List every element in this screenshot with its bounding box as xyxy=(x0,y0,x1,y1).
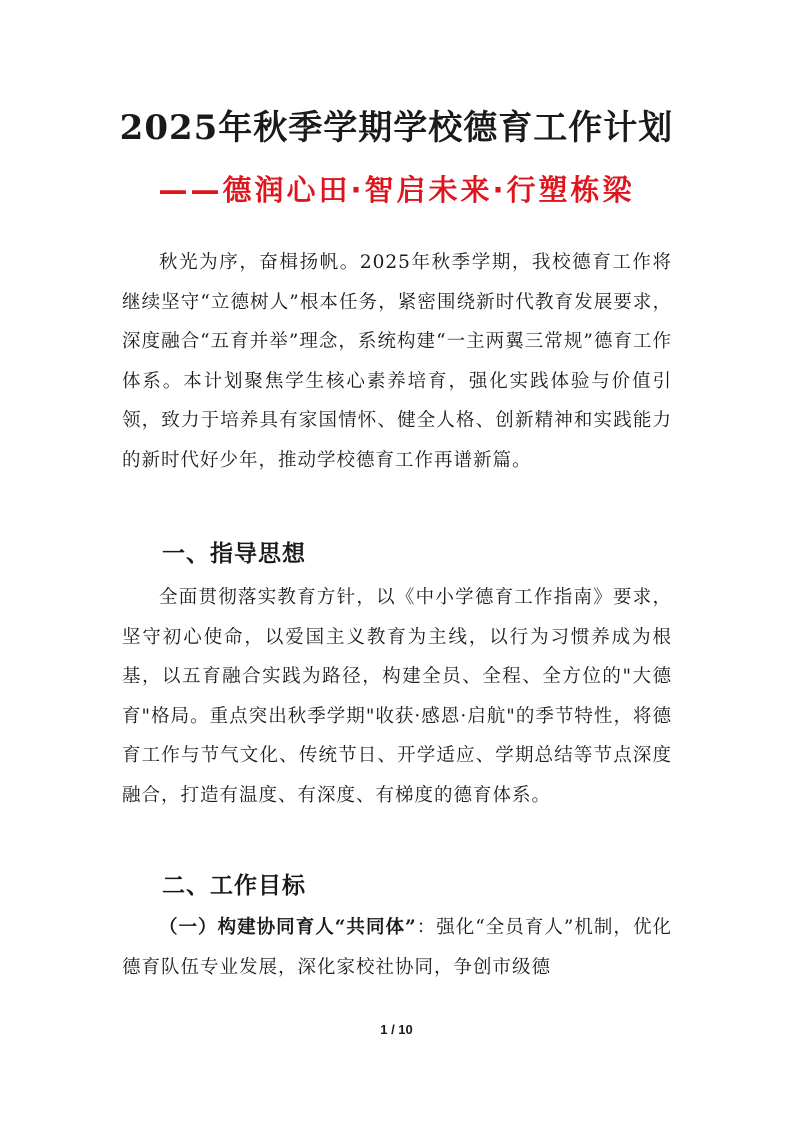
intro-text: 秋光为序，奋楫扬帆。2025年秋季学期，我校德育工作将继续坚守“立德树人”根本任务，紧密围绕新时代教育发展要求，深度融合“五育并举”理念，系统构建“一主两翼三常规”德育工作体系。本计划聚焦学生核心素养培育，强化实践体验与价值引领，致力于培养具有家国情怀、健全人格、创新精神和实践能力的新时代好少年，推动学校德育工作再谱新篇。 xyxy=(122,252,672,471)
page-number: 1 / 10 xyxy=(380,1022,413,1037)
work-goals-paragraph xyxy=(122,908,672,987)
section-heading-guiding-ideology: 一、指导思想 xyxy=(162,541,306,567)
intro-paragraph xyxy=(122,243,672,480)
goal-item-1 xyxy=(122,908,672,987)
goal-item-1-text: ：强化“全员育人”机制，优化德育队伍专业发展，深化家校社协同，争创市级德 xyxy=(122,917,672,978)
section-heading-work-goals: 二、工作目标 xyxy=(162,873,306,899)
goal-item-1-label: （一）构建协同育人“共同体” xyxy=(159,917,417,938)
guiding-ideology-paragraph xyxy=(122,578,672,815)
document-subtitle: ——德润心田·智启未来·行塑栋梁 xyxy=(158,173,635,207)
document-title: 2025年秋季学期学校德育工作计划 xyxy=(119,108,674,148)
guiding-ideology-text: 全面贯彻落实教育方针，以《中小学德育工作指南》要求，坚守初心使命，以爱国主义教育为主线，以行为习惯养成为根基，以五育融合实践为路径，构建全员、全程、全方位的"大德育"格局。重点突出秋季学期"收获·感恩·启航"的季节特性，将德育工作与节气文化、传统节日、开学适应、学期总结等节点深度融合，打造有温度、有深度、有梯度的德育体系。 xyxy=(122,587,672,806)
